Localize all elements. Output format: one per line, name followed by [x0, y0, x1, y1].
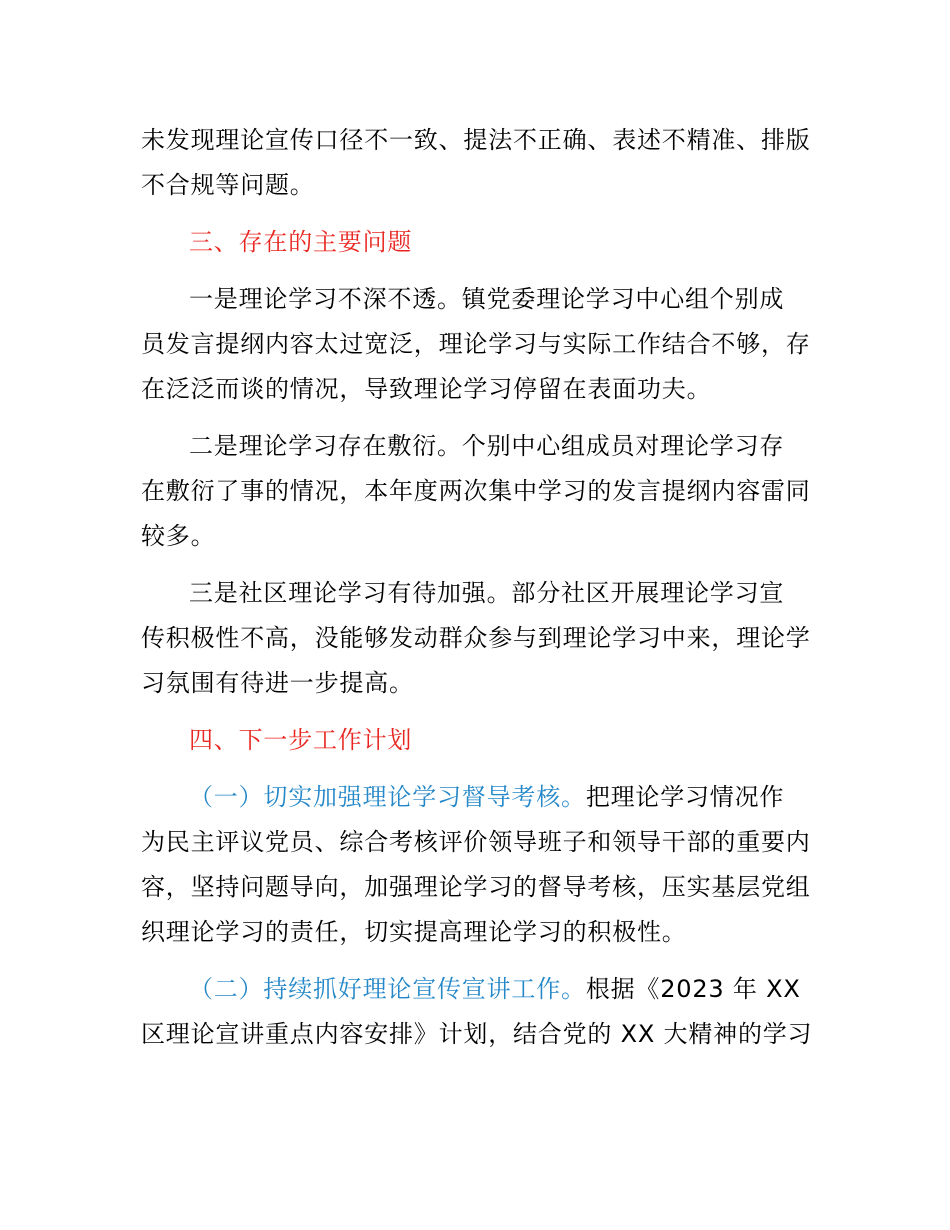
text-line: 在泛泛而谈的情况，导致理论学习停留在表面功夫。	[141, 375, 712, 403]
text-line: 习氛围有待进一步提高。	[141, 669, 414, 697]
text-line: 在敷衍了事的情况，本年度两次集中学习的发言提纲内容雷同	[141, 477, 811, 505]
text-line	[141, 967, 813, 1012]
section-heading-next-steps: 四、下一步工作计划	[189, 726, 413, 754]
paragraph-plan-2	[141, 967, 813, 1057]
text-line: 传积极性不高，没能够发动群众参与到理论学习中来，理论学	[141, 624, 811, 652]
paragraph-plan-1	[141, 775, 813, 955]
text-line	[141, 775, 813, 820]
text-line: 为民主评议党员、综合考核评价领导班子和领导干部的重要内	[141, 828, 811, 856]
text-line: 一是理论学习不深不透。镇党委理论学习中心组个别成	[189, 285, 785, 313]
section-heading-problems: 三、存在的主要问题	[189, 228, 413, 256]
text-line: 区理论宣讲重点内容安排》计划，结合党的 XX 大精神的学习	[141, 1020, 813, 1048]
text-run: 根据《2023 年 XX	[585, 975, 801, 1003]
text-line: 容，坚持问题导向，加强理论学习的督导考核，压实基层党组	[141, 873, 811, 901]
text-run: 把理论学习情况作	[585, 783, 785, 811]
intro-paragraph	[141, 118, 813, 208]
document-page	[141, 118, 813, 1057]
text-line: 织理论学习的责任，切实提高理论学习的积极性。	[141, 918, 687, 946]
text-line: 三是社区理论学习有待加强。部分社区开展理论学习宣	[189, 579, 785, 607]
text-line: 二是理论学习存在敷衍。个别中心组成员对理论学习存	[189, 432, 785, 460]
paragraph-problem-3	[141, 571, 813, 706]
paragraph-problem-1	[141, 277, 813, 412]
plan-item-title: （二）持续抓好理论宣传宣讲工作。	[189, 975, 586, 1003]
plan-item-title: （一）切实加强理论学习督导考核。	[189, 783, 586, 811]
text-line: 不合规等问题。	[141, 171, 315, 199]
text-line: 较多。	[141, 522, 216, 550]
text-line: 员发言提纲内容太过宽泛，理论学习与实际工作结合不够，存	[141, 330, 811, 358]
paragraph-problem-2	[141, 424, 813, 559]
text-line: 未发现理论宣传口径不一致、提法不正确、表述不精准、排版	[141, 126, 811, 154]
